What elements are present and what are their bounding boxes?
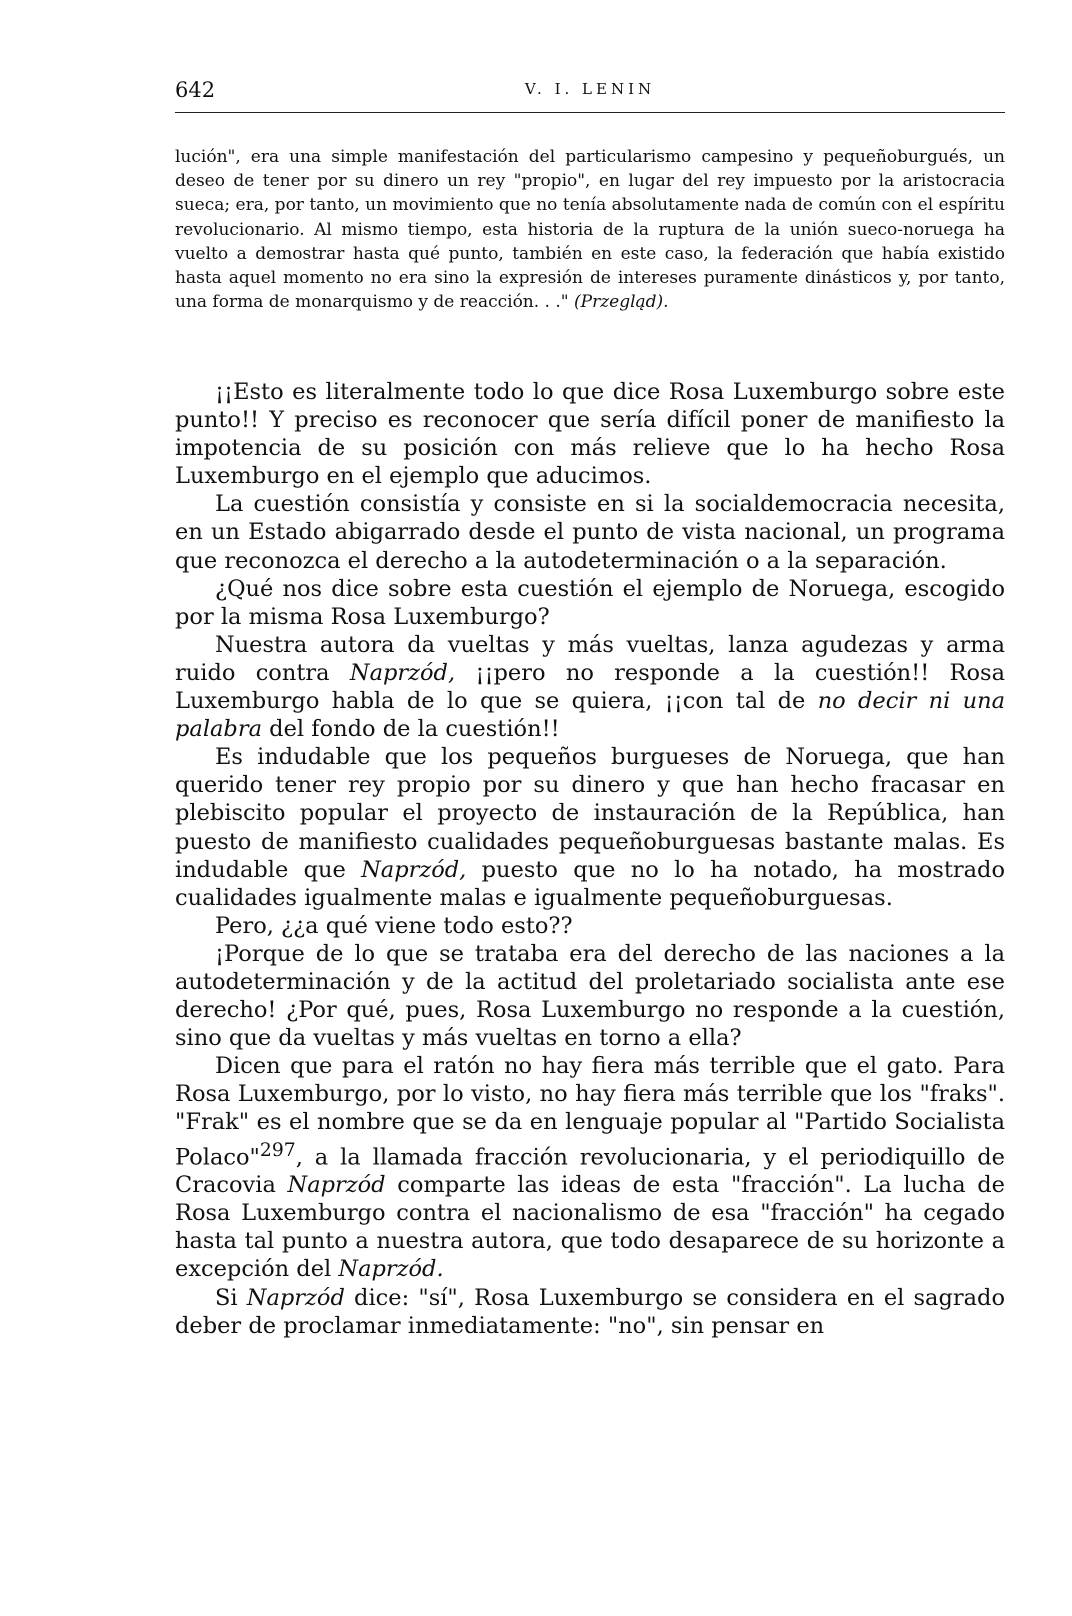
- italic-naprzod: Naprzód: [246, 1284, 345, 1311]
- paragraph-2: La cuestión consistía y consiste en si la socialdemocracia necesita, en un Estado abigarrado desde el punto de vista nacional, un programa que reconozca el derecho a la autodeterminación o a la separación.: [175, 491, 1005, 574]
- page-header: [175, 78, 1005, 113]
- paragraph-5: Es indudable que los pequeños burgueses de Noruega, que han querido tener rey propio por su dinero y que han hecho fracasar en plebiscito popular el proyecto de instauración de la República, han puesto de manifiesto cualidades pequeñoburguesas bastante malas. Es indudable que Naprzód, puesto que no lo ha notado, ha mostrado cualidades igualmente malas e igualmente pequeñoburguesas.: [175, 744, 1005, 911]
- paragraph-8: Dicen que para el ratón no hay fiera más terrible que el gato. Para Rosa Luxemburgo, por lo visto, no hay fiera más terrible que los "fraks". "Frak" es el nombre que se da en lenguaje popular al "Partido Socialista Polaco"$^{297}$, a la llamada fracción revolucionaria, y el periodiquillo de Cracovia Naprzód comparte las ideas de esta "fracción". La lucha de Rosa Luxemburgo contra el nacionalismo de esa "fracción" ha cegado hasta tal punto a nuestra autora, que todo desaparece de su horizonte a excepción del Naprzód.: [175, 1053, 1005, 1283]
- italic-naprzod: Naprzód,: [349, 659, 456, 686]
- paragraph-3: ¿Qué nos dice sobre esta cuestión el ejemplo de Noruega, escogido por la misma Rosa Luxemburgo?: [175, 575, 1005, 630]
- paragraph-6: Pero, ¿¿a qué viene todo esto??: [215, 912, 573, 939]
- paragraph-7: ¡Porque de lo que se trataba era del derecho de las naciones a la autodeterminación y de la actitud del proletariado socialista ante ese derecho! ¿Por qué, pues, Rosa Luxemburgo no responde a la cuestión, sino que da vueltas y más vueltas en torno a ella?: [175, 940, 1005, 1052]
- quote-source: (Przegląd).: [574, 292, 669, 313]
- body-text: [175, 378, 1005, 1340]
- italic-naprzod: Naprzód,: [361, 856, 467, 883]
- paragraph-9: Si Naprzód dice: "sí", Rosa Luxemburgo se considera en el sagrado deber de proclamar inmediatamente: "no", sin pensar en: [175, 1284, 1005, 1339]
- italic-naprzod: Naprzód: [287, 1172, 386, 1199]
- italic-naprzod: Naprzód.: [338, 1256, 444, 1283]
- italic-emphasis: no decir ni una palabra: [175, 688, 1005, 743]
- footnote-ref-297[interactable]: 297: [259, 1139, 296, 1161]
- paragraph-4: Nuestra autora da vueltas y más vueltas, lanza agudezas y arma ruido contra Naprzód, ¡¡pero no responde a la cuestión!! Rosa Luxemburgo habla de lo que se quiera, ¡¡con tal de no decir ni una palabra del fondo de la cuestión!!: [175, 631, 1005, 743]
- paragraph-1: ¡¡Esto es literalmente todo lo que dice Rosa Luxemburgo sobre este punto!! Y preciso es reconocer que sería difícil poner de manifiesto la impotencia de su posición con más relieve que lo ha hecho Rosa Luxemburgo en el ejemplo que aducimos.: [175, 379, 1005, 490]
- quote-text: lución", era una simple manifestación del particularismo campesino y pequeñoburgués, un deseo de tener por su dinero un rey "propio", en lugar del rey impuesto por la aristocracia sueca; era, por tanto, un movimiento que no tenía absolutamente nada de común con el espíritu revolucionario. Al mismo tiempo, esta historia de la ruptura de la unión sueco-noruega ha vuelto a demostrar hasta qué punto, también en este caso, la federación que había existido hasta aquel momento no era sino la expresión de intereses puramente dinásticos y, por tanto, una forma de monarquismo y de reacción. . .": [175, 147, 1005, 313]
- quoted-passage: [175, 145, 1005, 314]
- running-title: V. I. LENIN: [524, 80, 656, 98]
- page-number: 642: [175, 78, 216, 102]
